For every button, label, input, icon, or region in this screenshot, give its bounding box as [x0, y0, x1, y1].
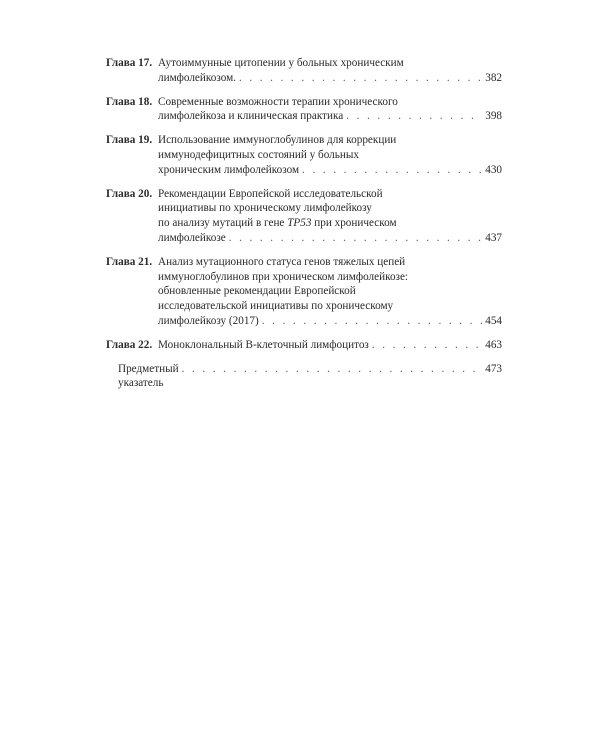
- chapter-title-line: Современные возможности терапии хронического: [158, 95, 398, 108]
- toc-entry-chapter-17[interactable]: [106, 56, 502, 86]
- page-number: 463: [485, 338, 502, 351]
- page-number: 454: [485, 314, 502, 327]
- chapter-title-line: лимфолейкозу (2017): [158, 314, 259, 327]
- chapter-label: Глава 20.: [106, 187, 153, 200]
- toc-entry-chapter-22[interactable]: [106, 338, 502, 353]
- dot-leader: [229, 231, 482, 246]
- chapter-title-line: лимфолейкоза и клиническая практика: [158, 110, 344, 123]
- chapter-title-line: Аутоиммунные цитопении у больных хроническим: [158, 57, 404, 69]
- dot-leader: [262, 314, 482, 329]
- chapter-title-line: по анализу мутаций в гене TP53 при хроническом: [158, 217, 397, 230]
- chapter-title-line: Рекомендации Европейской исследовательской: [158, 187, 383, 200]
- toc-entry-chapter-19[interactable]: [106, 133, 502, 177]
- dot-leader: [346, 109, 482, 124]
- toc-entry-chapter-21[interactable]: [106, 255, 502, 329]
- chapter-title-line: хроническим лимфолейкозом: [158, 163, 300, 176]
- chapter-title-line: лимфолейкозе: [158, 231, 226, 244]
- chapter-label: Глава 22.: [106, 338, 153, 351]
- page-number: 382: [485, 71, 502, 84]
- chapter-label: Глава 18.: [106, 95, 153, 108]
- chapter-title-line: лимфолейкозом.: [158, 71, 236, 84]
- page-number: 398: [485, 110, 502, 123]
- toc-entry-subject-index[interactable]: [106, 362, 502, 392]
- dot-leader: [182, 362, 483, 377]
- page-number: 430: [485, 163, 502, 176]
- chapter-label: Глава 17.: [106, 57, 153, 69]
- chapter-title-line: инициативы по хроническому лимфолейкозу: [158, 202, 372, 215]
- toc-entry-chapter-20[interactable]: [106, 187, 502, 246]
- page-number: 473: [485, 362, 502, 375]
- toc-entry-chapter-18[interactable]: [106, 95, 502, 125]
- chapter-title-line: Анализ мутационного статуса генов тяжелых цепей: [158, 255, 406, 268]
- page-number: 437: [485, 231, 502, 244]
- chapter-title-line: исследовательской инициативы по хроническому: [158, 300, 394, 313]
- chapter-title-line: Использование иммуноглобулинов для коррекции: [158, 134, 397, 147]
- chapter-title-line: обновленные рекомендации Европейской: [158, 285, 356, 298]
- chapter-title-line: иммунодефицитных состояний у больных: [158, 148, 359, 161]
- dot-leader: [239, 71, 482, 86]
- chapter-title-line: иммуноглобулинов при хроническом лимфолейкозе:: [158, 270, 409, 283]
- chapter-label: Глава 19.: [106, 134, 153, 147]
- dot-leader: [302, 163, 482, 178]
- chapter-label: Глава 21.: [106, 255, 153, 268]
- chapter-title-line: Моноклональный В-клеточный лимфоцитоз: [158, 338, 369, 351]
- table-of-contents: [106, 56, 502, 391]
- index-title: Предметный указатель: [118, 362, 179, 390]
- dot-leader: [372, 338, 482, 353]
